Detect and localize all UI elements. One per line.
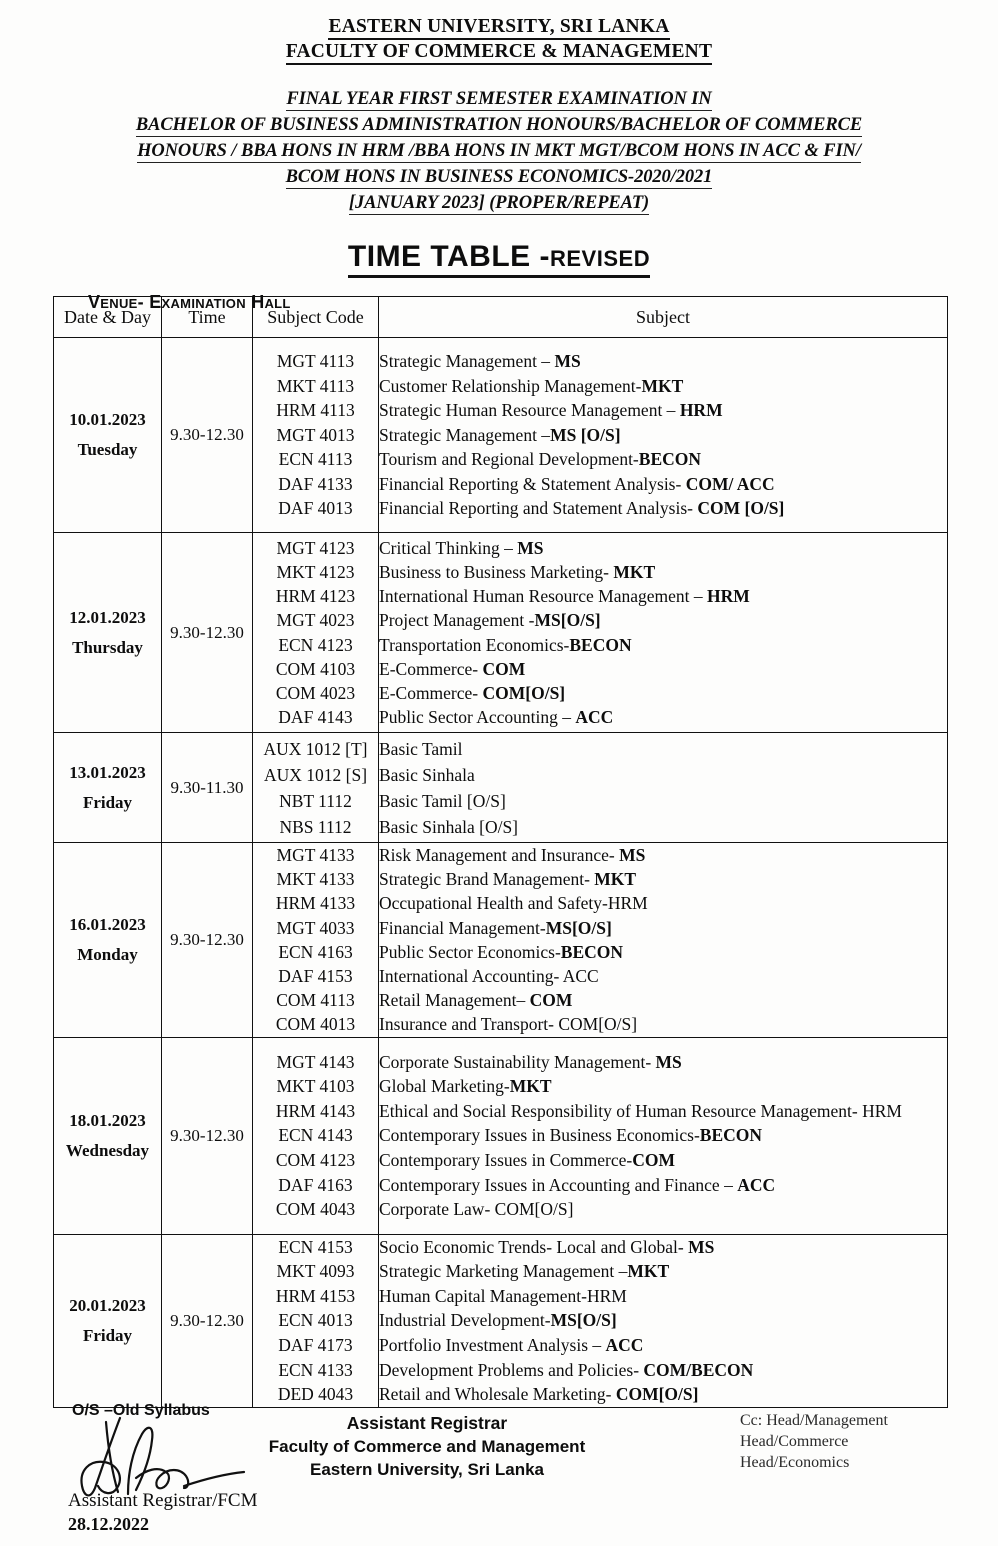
cell-date-day: [54, 533, 162, 733]
subject-name: [379, 814, 947, 840]
subject-title: Socio Economic Trends- Local and Global-: [379, 1236, 689, 1257]
subject-code: HRM 4133: [275, 893, 356, 914]
subject-name: [379, 584, 947, 608]
exam-line-3: HONOURS / BBA HONS IN HRM /BBA HONS IN MKT MGT/BCOM HONS IN ACC & FIN/: [137, 141, 861, 161]
subject-code: DAF 4143: [278, 707, 353, 728]
cell-subject-codes: [253, 1234, 379, 1407]
subject-program-tag: COM [O/S]: [697, 498, 785, 519]
subject-program-tag: MKT: [613, 561, 656, 582]
document-header: [0, 0, 998, 64]
subject-name: [379, 398, 947, 423]
page-title-revised: revised: [550, 238, 651, 273]
subject-name: [379, 891, 947, 915]
cell-subjects: [379, 1037, 948, 1234]
registrar-title: Assistant Registrar: [346, 1413, 508, 1433]
subject-title: Strategic Marketing Management –: [379, 1261, 628, 1282]
table-row: [54, 733, 948, 843]
cell-date-day: [54, 338, 162, 533]
day-value: Thursday: [72, 637, 143, 657]
subject-name: [379, 536, 947, 560]
subject-code: HRM 4153: [275, 1285, 356, 1306]
subject-title: Insurance and Transport- COM[O/S]: [379, 1014, 638, 1035]
subject-code: COM 4113: [276, 990, 355, 1011]
cell-subject-codes: [253, 843, 379, 1038]
subject-title: Project Management -: [379, 610, 535, 631]
subject-code: DAF 4163: [278, 1174, 353, 1195]
column-header-subject: Subject: [379, 297, 948, 338]
date-value: 10.01.2023: [69, 410, 146, 429]
subject-name: [379, 1148, 947, 1173]
subject-name: [379, 423, 947, 448]
cell-subjects: [379, 843, 948, 1038]
subject-program-tag: MS[O/S]: [550, 1310, 617, 1331]
timetable-head: [54, 297, 948, 338]
subject-title: Transportation Economics-: [379, 634, 570, 655]
subject-name: [379, 964, 947, 988]
subject-name: [379, 472, 947, 497]
subject-code: DAF 4133: [278, 473, 353, 494]
subject-title: Occupational Health and Safety-HRM: [379, 893, 648, 914]
cell-subject-codes: [253, 533, 379, 733]
subject-program-tag: COM/ ACC: [685, 473, 775, 494]
subject-program-tag: ACC: [575, 707, 614, 728]
subject-code: COM 4043: [275, 1199, 356, 1220]
subject-program-tag: COM/BECON: [643, 1359, 754, 1380]
exam-line-2: BACHELOR OF BUSINESS ADMINISTRATION HONOURS/BACHELOR OF COMMERCE: [135, 115, 863, 135]
subject-code: AUX 1012 [T]: [263, 738, 368, 759]
subject-name: [379, 657, 947, 681]
document-footer: [0, 1398, 998, 1546]
table-row: [54, 338, 948, 533]
column-header-subject-code: Subject Code: [253, 297, 379, 338]
timetable-header-row: [54, 297, 948, 338]
subject-title: International Human Resource Management –: [379, 586, 708, 607]
subject-code: MKT 4093: [276, 1261, 355, 1282]
subject-title: Portfolio Investment Analysis –: [379, 1335, 606, 1355]
cc-item-economics: Head/Economics: [740, 1454, 850, 1471]
subject-code: ECN 4133: [278, 1359, 353, 1380]
subject-name: [379, 916, 947, 940]
subject-program-tag: COM[O/S]: [482, 682, 566, 703]
subject-name: [379, 1308, 947, 1333]
subject-program-tag: COM: [529, 990, 573, 1011]
subject-name: [379, 633, 947, 657]
subject-title: Global Marketing-: [379, 1076, 510, 1097]
subject-code: HRM 4113: [276, 400, 355, 421]
timetable-container: [53, 296, 943, 1408]
subject-title: Contemporary Issues in Commerce-: [379, 1149, 633, 1170]
subject-program-tag: MS: [655, 1051, 682, 1072]
subject-code: MKT 4103: [276, 1076, 355, 1097]
subject-title: Strategic Human Resource Management –: [379, 400, 680, 421]
faculty-name: FACULTY OF COMMERCE & MANAGEMENT: [0, 39, 998, 64]
subject-name: [379, 681, 947, 705]
subject-code: MGT 4113: [276, 350, 355, 371]
subject-code: HRM 4123: [275, 586, 356, 607]
day-value: Tuesday: [77, 440, 138, 459]
cell-subjects: [379, 338, 948, 533]
subject-code: ECN 4153: [278, 1236, 353, 1257]
signatory-title: Assistant Registrar/FCM: [68, 1490, 258, 1511]
subject-name: [379, 1123, 947, 1148]
cell-time: 9.30-12.30: [162, 843, 253, 1038]
subject-code: ECN 4143: [278, 1125, 353, 1146]
day-value: Friday: [82, 792, 133, 812]
cc-item-management: Cc: Head/Management: [740, 1412, 888, 1429]
date-value: 18.01.2023: [69, 1110, 146, 1130]
subject-title: Basic Sinhala: [379, 764, 475, 785]
subject-code: COM 4103: [275, 658, 356, 679]
subject-code: AUX 1012 [S]: [263, 764, 368, 785]
timetable: [53, 296, 948, 1408]
subject-title: Basic Tamil [O/S]: [379, 790, 506, 811]
subject-title: Strategic Brand Management-: [379, 869, 595, 890]
subject-code: COM 4023: [275, 682, 356, 703]
subject-program-tag: COM: [632, 1149, 675, 1170]
university-name: EASTERN UNIVERSITY, SRI LANKA: [0, 14, 998, 39]
subject-name: [379, 940, 947, 964]
subject-code: DAF 4013: [278, 498, 353, 519]
subject-program-tag: MS: [517, 537, 544, 558]
date-value: 12.01.2023: [69, 607, 146, 627]
date-value: 16.01.2023: [69, 914, 146, 934]
cell-date-day: [54, 1234, 162, 1407]
subject-title: Ethical and Social Responsibility of Human Resource Management- HRM: [379, 1100, 902, 1121]
subject-title: Basic Tamil: [379, 738, 463, 759]
subject-program-tag: COM: [482, 658, 526, 679]
signature-date: 28.12.2022: [68, 1514, 149, 1534]
subject-code: MGT 4023: [276, 610, 355, 631]
subject-name: [379, 1259, 947, 1284]
subject-name: [379, 1358, 947, 1383]
subject-title: Risk Management and Insurance-: [379, 845, 620, 865]
cell-subject-codes: [253, 1037, 379, 1234]
subject-code: ECN 4163: [278, 941, 353, 962]
subject-title: Public Sector Accounting –: [379, 707, 576, 728]
subject-name: [379, 762, 947, 788]
subject-program-tag: MS: [619, 845, 646, 865]
subject-title: E-Commerce-: [379, 682, 483, 703]
subject-title: Development Problems and Policies-: [379, 1359, 644, 1380]
exam-line-4: BCOM HONS IN BUSINESS ECONOMICS-2020/2021: [285, 167, 713, 187]
subject-name: [379, 843, 947, 867]
old-syllabus-note: O/S –Old Syllabus: [72, 1402, 210, 1419]
table-row: [54, 1037, 948, 1234]
subject-name: [379, 867, 947, 891]
subject-code: COM 4013: [275, 1014, 356, 1035]
exam-line-5: [JANUARY 2023] (PROPER/REPEAT): [348, 193, 650, 213]
subject-program-tag: MS[O/S]: [534, 610, 601, 631]
subject-name: [379, 349, 947, 374]
subject-name: [379, 560, 947, 584]
subject-name: [379, 1012, 947, 1036]
column-header-date: Date & Day: [54, 297, 162, 338]
cell-date-day: [54, 733, 162, 843]
subject-title: Retail Management–: [379, 990, 530, 1011]
subject-name: [379, 1235, 947, 1260]
subject-program-tag: HRM: [707, 586, 750, 607]
subject-name: [379, 788, 947, 814]
subject-name: [379, 447, 947, 472]
subject-code: ECN 4013: [278, 1310, 353, 1331]
page-title-main: TIME TABLE -: [347, 240, 550, 273]
table-row: [54, 843, 948, 1038]
subject-title: Human Capital Management-HRM: [379, 1285, 627, 1306]
subject-code: COM 4123: [275, 1149, 356, 1170]
subject-code: MGT 4133: [276, 845, 355, 865]
date-value: 20.01.2023: [69, 1295, 146, 1315]
subject-name: [379, 1197, 947, 1222]
registrar-stamp: [262, 1412, 592, 1481]
subject-title: Contemporary Issues in Accounting and Finance –: [379, 1174, 738, 1195]
subject-program-tag: ACC: [737, 1174, 776, 1195]
subject-code: MKT 4113: [276, 375, 355, 396]
subject-title: Business to Business Marketing-: [379, 561, 614, 582]
day-value: Wednesday: [65, 1140, 150, 1160]
subject-program-tag: MKT: [509, 1076, 552, 1097]
subject-title: Strategic Management –: [379, 350, 555, 371]
subject-title: Public Sector Economics-: [379, 941, 561, 962]
subject-title: Corporate Sustainability Management-: [379, 1051, 656, 1072]
cell-subjects: [379, 1234, 948, 1407]
subject-name: [379, 1050, 947, 1075]
subject-title: Corporate Law- COM[O/S]: [379, 1199, 574, 1220]
subject-program-tag: MS [O/S]: [550, 424, 621, 445]
subject-code: MKT 4123: [276, 561, 355, 582]
subject-title: Retail and Wholesale Marketing-: [379, 1384, 616, 1405]
subject-name: [379, 374, 947, 399]
subject-program-tag: BECON: [699, 1125, 763, 1146]
subject-code: NBS 1112: [279, 816, 352, 837]
subject-name: [379, 988, 947, 1012]
subject-program-tag: MKT: [641, 375, 684, 396]
cc-item-commerce: Head/Commerce: [740, 1433, 849, 1450]
subject-name: [379, 1333, 947, 1358]
subject-program-tag: COM[O/S]: [615, 1384, 699, 1405]
table-row: [54, 1234, 948, 1407]
exam-description: [0, 86, 998, 216]
subject-name: [379, 1099, 947, 1124]
cell-subject-codes: [253, 338, 379, 533]
venue-label: Venue- Examination Hall: [88, 292, 291, 312]
column-header-time: Time: [162, 297, 253, 338]
timetable-body: [54, 338, 948, 1408]
subject-title: Financial Management-: [379, 917, 546, 938]
subject-title: E-Commerce-: [379, 658, 483, 679]
subject-name: [379, 1173, 947, 1198]
subject-title: Financial Reporting & Statement Analysis-: [379, 473, 686, 494]
subject-program-tag: MKT: [594, 869, 637, 890]
subject-name: [379, 1284, 947, 1309]
exam-line-1: FINAL YEAR FIRST SEMESTER EXAMINATION IN: [286, 89, 712, 109]
cell-subject-codes: [253, 733, 379, 843]
cell-time: 9.30-12.30: [162, 533, 253, 733]
subject-program-tag: BECON: [638, 449, 701, 470]
cell-time: 9.30-11.30: [162, 733, 253, 843]
subject-title: Contemporary Issues in Business Economics-: [379, 1125, 700, 1146]
subject-title: International Accounting- ACC: [379, 966, 599, 987]
subject-code: DAF 4173: [278, 1335, 353, 1355]
subject-code: HRM 4143: [275, 1100, 356, 1121]
subject-title: Financial Reporting and Statement Analysis-: [379, 498, 698, 519]
subject-program-tag: HRM: [679, 400, 723, 421]
subject-code: DAF 4153: [278, 966, 353, 987]
subject-title: Industrial Development-: [379, 1310, 551, 1331]
subject-program-tag: MKT: [627, 1261, 670, 1282]
cc-list: [740, 1410, 888, 1473]
subject-name: [379, 608, 947, 632]
subject-program-tag: MS: [554, 350, 581, 371]
cell-time: 9.30-12.30: [162, 1234, 253, 1407]
subject-program-tag: MS[O/S]: [545, 917, 612, 938]
subject-title: Basic Sinhala [O/S]: [379, 816, 519, 837]
subject-code: MGT 4143: [276, 1051, 355, 1072]
subject-name: [379, 736, 947, 762]
cell-time: 9.30-12.30: [162, 338, 253, 533]
registrar-faculty: Faculty of Commerce and Management: [268, 1437, 586, 1456]
cell-date-day: [54, 1037, 162, 1234]
subject-name: [379, 496, 947, 521]
subject-code: NBT 1112: [279, 790, 352, 811]
subject-code: MGT 4033: [276, 917, 355, 938]
cell-time: 9.30-12.30: [162, 1037, 253, 1234]
subject-program-tag: BECON: [569, 634, 632, 655]
cell-subjects: [379, 533, 948, 733]
subject-code: ECN 4123: [278, 634, 353, 655]
day-value: Monday: [77, 944, 138, 964]
subject-name: [379, 705, 947, 729]
subject-code: DED 4043: [277, 1384, 354, 1405]
subject-code: ECN 4113: [278, 449, 353, 470]
day-value: Friday: [82, 1325, 133, 1345]
subject-program-tag: BECON: [560, 941, 624, 962]
subject-code: MKT 4133: [276, 869, 355, 890]
date-value: 13.01.2023: [69, 762, 146, 782]
subject-name: [379, 1074, 947, 1099]
subject-code: MGT 4013: [276, 424, 355, 445]
table-row: [54, 533, 948, 733]
subject-title: Strategic Management –: [379, 424, 551, 445]
subject-title: Customer Relationship Management-: [379, 375, 642, 396]
subject-title: Critical Thinking –: [379, 537, 518, 558]
cell-date-day: [54, 843, 162, 1038]
subject-code: MGT 4123: [276, 537, 355, 558]
page-title: [0, 238, 998, 274]
cell-subjects: [379, 733, 948, 843]
subject-program-tag: MS: [688, 1236, 715, 1257]
registrar-university: Eastern University, Sri Lanka: [309, 1460, 544, 1479]
subject-program-tag: ACC: [605, 1335, 644, 1355]
subject-title: Tourism and Regional Development-: [379, 449, 639, 470]
